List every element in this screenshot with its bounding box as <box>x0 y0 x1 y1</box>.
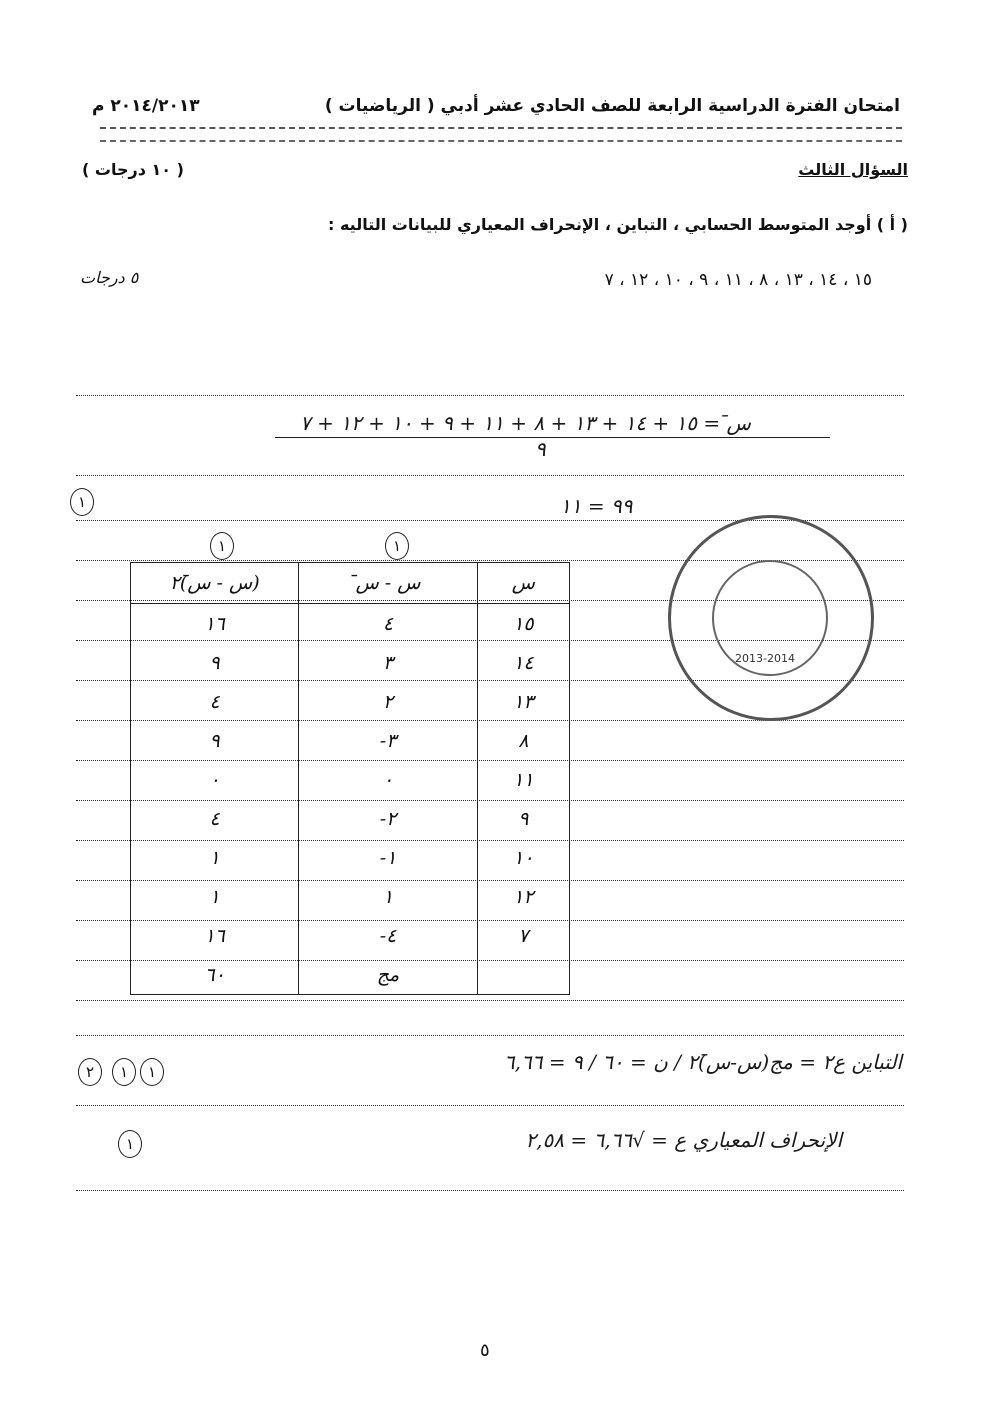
table-total-row <box>131 955 570 995</box>
ruled-line <box>76 1190 904 1191</box>
school-stamp-year: 2013-2014 <box>735 652 795 665</box>
table-total-label: مج <box>299 955 477 995</box>
table-cell: ١٠ <box>477 838 569 877</box>
table-cell: ١٣ <box>477 682 569 721</box>
table-cell: ٣- <box>299 721 477 760</box>
ruled-line <box>76 395 904 396</box>
table-cell: ١٢ <box>477 877 569 916</box>
mean-formula-numerator: س̄ = ١٥ + ١٤ + ١٣ + ٨ + ١١ + ٩ + ١٠ + ١٢ + ٧ <box>300 411 751 435</box>
question-title: السؤال الثالث <box>798 160 908 179</box>
table-row <box>131 838 570 877</box>
table-cell: ٧ <box>477 916 569 955</box>
table-cell: ٤ <box>131 682 299 721</box>
mean-result: ٩٩ = ١١ <box>560 494 633 518</box>
table-row <box>131 643 570 682</box>
table-cell: ١١ <box>477 760 569 799</box>
ruled-line <box>76 1000 904 1001</box>
question-instruction: ( أ ) أوجد المتوسط الحسابي ، التباين ، الإنحراف المعياري للبيانات التاليه : <box>327 215 908 234</box>
table-cell: ٤- <box>299 916 477 955</box>
question-data: ١٥ ، ١٤ ، ١٣ ، ٨ ، ١١ ، ٩ ، ١٠ ، ١٢ ، ٧ <box>604 270 872 290</box>
table-total-value: ٦٠ <box>131 955 299 995</box>
header-divider <box>100 127 902 129</box>
header-divider-2 <box>100 140 902 142</box>
variance-formula: التباين ع٢ = مج(س-س̄)٢ / ن = ٦٠ / ٩ = ٦,٦٦ <box>503 1050 902 1074</box>
table-cell: ١٥ <box>477 604 569 644</box>
variance-total-circle: ٢ <box>78 1058 102 1086</box>
table-cell: ٤ <box>131 799 299 838</box>
mean-fraction-bar <box>275 437 830 438</box>
std-dev-score-circle: ١ <box>118 1130 142 1158</box>
part-marks: ٥ درجات <box>80 268 139 287</box>
table-cell: ١- <box>299 838 477 877</box>
frequency-table <box>130 562 570 995</box>
variance-score-circle: ١ <box>112 1058 136 1086</box>
table-cell: ١ <box>131 877 299 916</box>
score-circle-deviation: ١ <box>385 532 409 560</box>
table-header-squared: (س - س̄)٢ <box>131 563 299 604</box>
table-cell: ٨ <box>477 721 569 760</box>
ruled-line <box>76 1105 904 1106</box>
table-cell: ١ <box>299 877 477 916</box>
ruled-line <box>76 1035 904 1036</box>
std-dev-formula: الإنحراف المعياري ع = √٦,٦٦ = ٢,٥٨ <box>525 1128 842 1152</box>
table-cell: ٩ <box>131 721 299 760</box>
score-circle-squares: ١ <box>210 532 234 560</box>
table-cell: ١ <box>131 838 299 877</box>
table-row <box>131 682 570 721</box>
table-cell: ٢- <box>299 799 477 838</box>
table-cell: ٠ <box>299 760 477 799</box>
page-number: ٥ <box>480 1340 490 1361</box>
mean-score-circle: ١ <box>70 488 94 516</box>
table-cell: ٩ <box>477 799 569 838</box>
table-row <box>131 799 570 838</box>
ruled-line <box>76 475 904 476</box>
table-header-deviation: س - س̄ <box>299 563 477 604</box>
table-cell: ٤ <box>299 604 477 644</box>
table-cell: ٢ <box>299 682 477 721</box>
table-cell: ٩ <box>131 643 299 682</box>
mean-formula-denominator: ٩ <box>535 437 546 461</box>
exam-header-year: ٢٠١٤/٢٠١٣ م <box>92 96 200 116</box>
exam-header-title: امتحان الفترة الدراسية الرابعة للصف الحادي عشر أدبي ( الرياضيات ) <box>324 96 900 116</box>
table-header-x: س <box>477 563 569 604</box>
table-cell: ٠ <box>131 760 299 799</box>
table-row <box>131 916 570 955</box>
question-marks: ( ١٠ درجات ) <box>82 160 184 179</box>
variance-score-circle-2: ١ <box>140 1058 164 1086</box>
table-cell: ١٤ <box>477 643 569 682</box>
table-row <box>131 877 570 916</box>
table-cell-empty <box>477 955 569 995</box>
table-row <box>131 604 570 644</box>
table-row <box>131 760 570 799</box>
table-cell: ٣ <box>299 643 477 682</box>
table-cell: ١٦ <box>131 916 299 955</box>
table-row <box>131 721 570 760</box>
table-cell: ١٦ <box>131 604 299 644</box>
